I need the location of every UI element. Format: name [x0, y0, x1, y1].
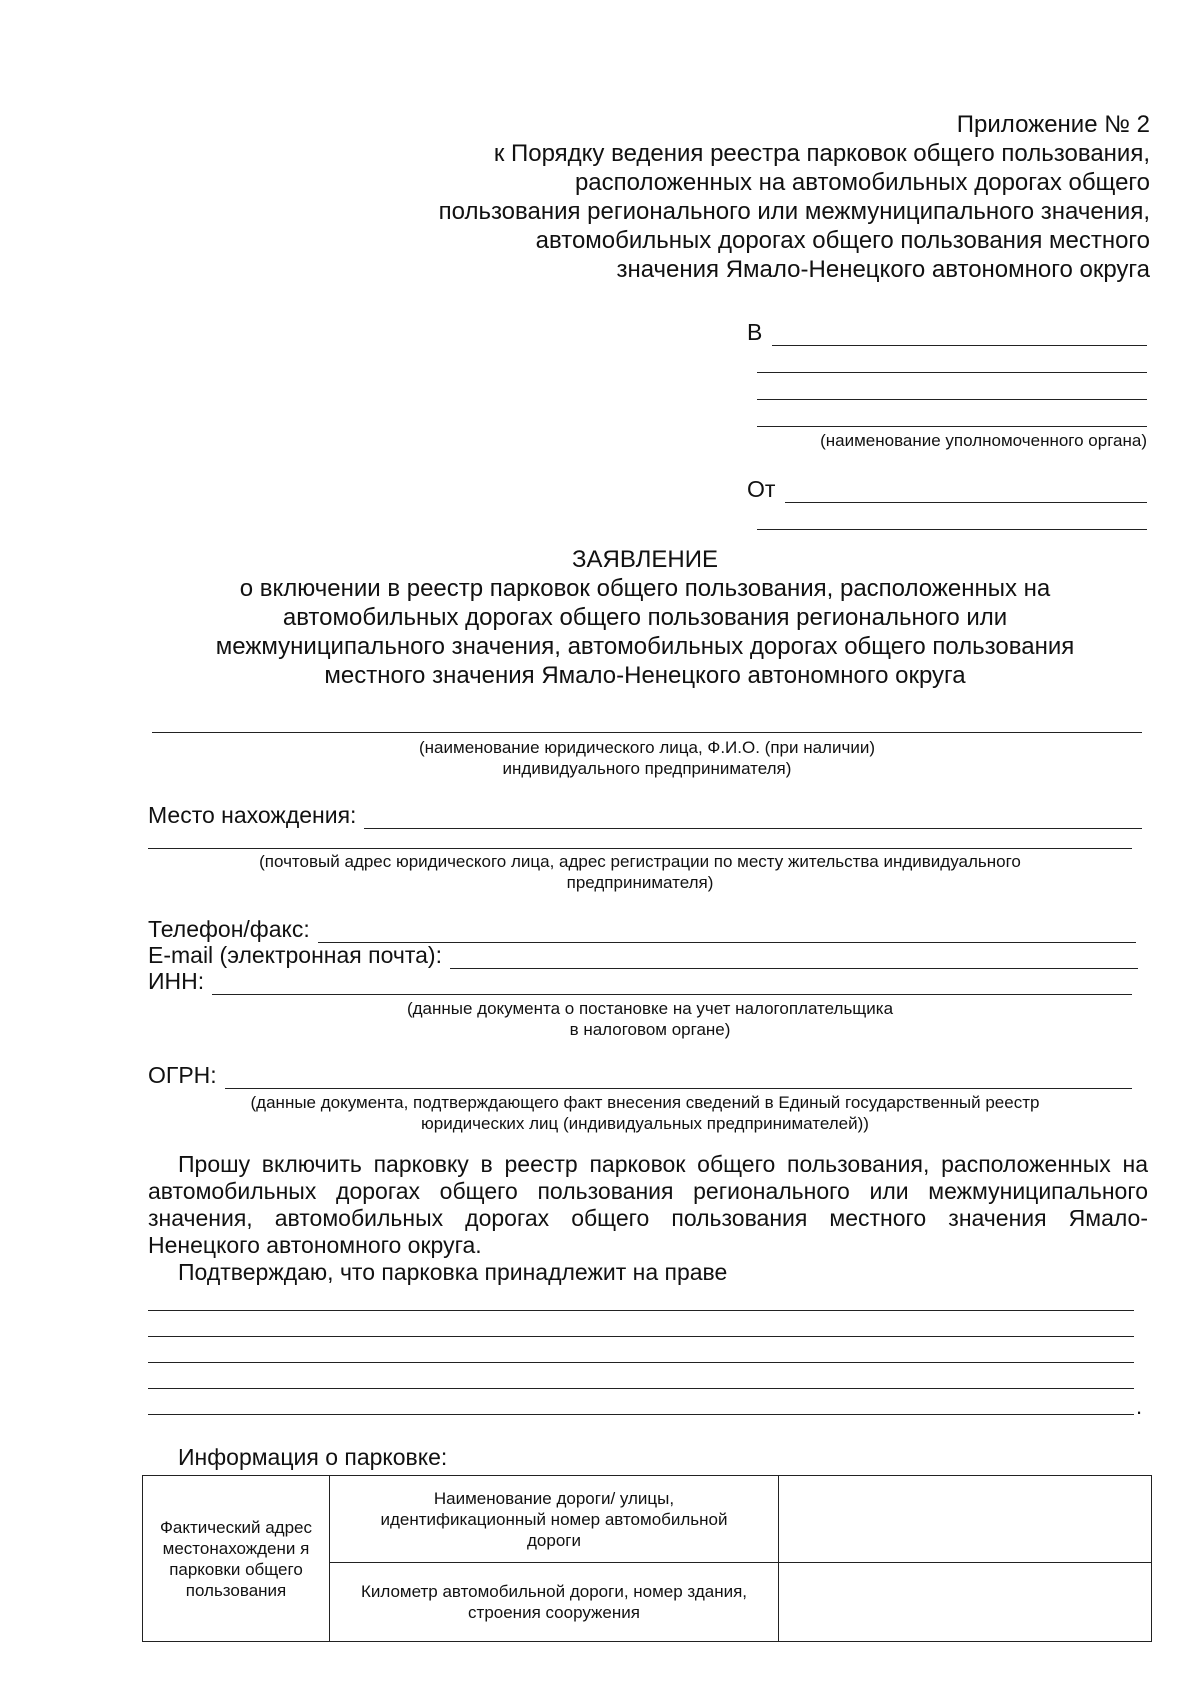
appendix-line: к Порядку ведения реестра парковок общего пользования,: [493, 140, 1150, 167]
to-label: В: [747, 319, 763, 345]
appendix-line: Приложение № 2: [956, 111, 1150, 138]
to-input-line[interactable]: [757, 346, 1147, 373]
ogrn-input-line[interactable]: [225, 1068, 1132, 1089]
location-input-line[interactable]: [148, 832, 1132, 849]
email-label: E-mail (электронная почта):: [148, 942, 442, 968]
from-field[interactable]: [747, 475, 1147, 503]
title-line: местного значения Ямало-Ненецкого автономного округа: [324, 662, 966, 689]
road-name-label: Наименование дороги/ улицы, идентификационный номер автомобильной дороги: [330, 1476, 779, 1563]
location-label: Место нахождения:: [148, 802, 357, 828]
phone-field[interactable]: [148, 915, 1136, 943]
right-input-line[interactable]: [148, 1352, 1134, 1363]
km-value-cell[interactable]: [779, 1563, 1152, 1642]
to-input-line[interactable]: [757, 373, 1147, 400]
to-input-line[interactable]: [772, 325, 1147, 346]
inn-input-line[interactable]: [212, 974, 1132, 995]
phone-label: Телефон/факс:: [148, 916, 310, 942]
addressee-block: [747, 318, 1147, 530]
address-row-header: Фактический адрес местонахождени я парковки общего пользования: [143, 1476, 330, 1642]
appendix-line: значения Ямало-Ненецкого автономного округа: [616, 256, 1150, 283]
appendix-header: [330, 110, 1150, 284]
confirm-text: Подтверждаю, что парковка принадлежит на праве: [178, 1259, 728, 1285]
inn-field[interactable]: [148, 967, 1132, 995]
appendix-line: автомобильных дорогах общего пользования местного: [535, 227, 1150, 254]
appendix-line: расположенных на автомобильных дорогах общего: [574, 169, 1150, 196]
ogrn-caption: [148, 1092, 1142, 1134]
right-input-line[interactable]: [148, 1404, 1134, 1415]
right-input-line[interactable]: [148, 1300, 1134, 1311]
from-input-line[interactable]: [757, 503, 1147, 530]
phone-input-line[interactable]: [318, 922, 1136, 943]
email-field[interactable]: [148, 941, 1138, 969]
to-caption: (наименование уполномоченного органа): [820, 431, 1147, 450]
document-title: [120, 545, 1170, 690]
location-input-line[interactable]: [364, 808, 1142, 829]
appendix-line: пользования регионального или межмуниципального значения,: [438, 198, 1150, 225]
title-line: о включении в реестр парковок общего пользования, расположенных на: [239, 575, 1051, 602]
km-label: Километр автомобильной дороги, номер здания, строения сооружения: [330, 1563, 779, 1642]
ogrn-field[interactable]: [148, 1061, 1132, 1089]
from-input-line[interactable]: [785, 482, 1147, 503]
parking-info-table: [142, 1475, 1152, 1642]
ogrn-caption-line: (данные документа, подтверждающего факт внесения сведений в Единый государственный реестр: [250, 1093, 1040, 1112]
applicant-caption-line: индивидуального предпринимателя): [502, 759, 792, 778]
inn-caption: [250, 998, 1050, 1040]
right-input-line[interactable]: [148, 1326, 1134, 1337]
request-paragraph: [148, 1151, 1148, 1286]
applicant-caption-line: (наименование юридического лица, Ф.И.О. (при наличии): [419, 738, 875, 757]
inn-caption-line: (данные документа о постановке на учет налогоплательщика: [406, 999, 894, 1018]
road-name-value-cell[interactable]: [779, 1476, 1152, 1563]
location-caption: [148, 851, 1132, 893]
title-heading: ЗАЯВЛЕНИЕ: [572, 546, 718, 573]
right-input-line[interactable]: [148, 1378, 1134, 1389]
location-caption-line: предпринимателя): [566, 873, 714, 892]
info-title: Информация о парковке:: [178, 1444, 448, 1470]
end-mark: .: [1136, 1394, 1143, 1419]
inn-caption-line: в налоговом органе): [569, 1020, 731, 1039]
applicant-name-line[interactable]: [152, 718, 1142, 733]
ogrn-caption-line: юридических лиц (индивидуальных предпринимателей)): [421, 1114, 869, 1133]
applicant-caption: [152, 737, 1142, 779]
location-caption-line: (почтовый адрес юридического лица, адрес регистрации по месту жительства индивидуального: [259, 852, 1021, 871]
from-label: От: [747, 476, 776, 502]
ogrn-label: ОГРН:: [148, 1062, 217, 1088]
email-input-line[interactable]: [450, 948, 1138, 969]
to-field[interactable]: [747, 318, 1147, 346]
location-field[interactable]: [148, 801, 1142, 829]
to-input-line[interactable]: [757, 400, 1147, 427]
request-text: Прошу включить парковку в реестр парковок общего пользования, расположенных на автомобильных дорогах общего пользования регионального или межмуниципального значения, автомобильных дорогах общего пользования местного значения Ямало-Ненецкого автономного округа.: [148, 1151, 1148, 1258]
inn-label: ИНН:: [148, 968, 205, 994]
title-line: межмуниципального значения, автомобильных дорогах общего пользования: [215, 633, 1075, 660]
title-line: автомобильных дорогах общего пользования регионального или: [282, 604, 1008, 631]
